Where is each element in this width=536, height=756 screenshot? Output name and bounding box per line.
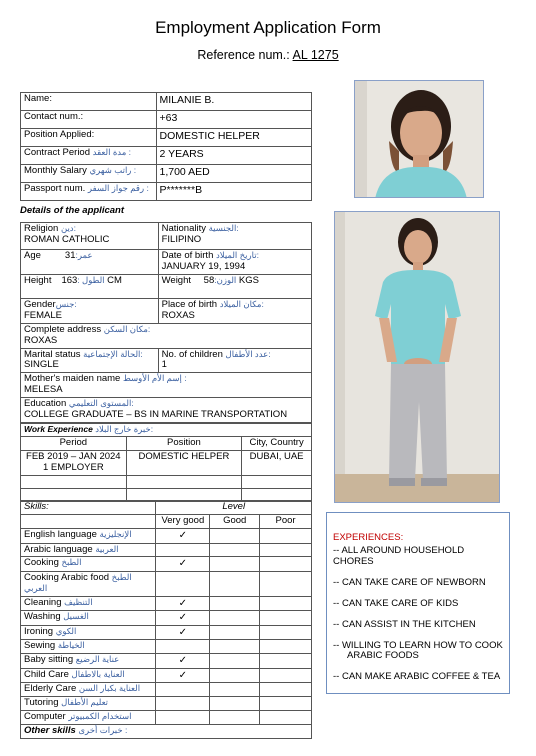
reference-value: AL 1275 — [292, 48, 339, 62]
skill-name: Ironing الكوي — [21, 625, 156, 640]
check-mark-icon: ✓ — [156, 557, 210, 572]
skill-level-cell — [210, 640, 260, 654]
skill-level-cell — [260, 596, 312, 611]
skill-level-cell — [156, 640, 210, 654]
skill-name: Cooking Arabic food الطبخ العربي — [21, 571, 156, 596]
skill-level-cell — [260, 625, 312, 640]
height-cell: Height الطول :163 CM — [21, 274, 159, 298]
pob-cell: Place of birth مكان الميلاد: ROXAS — [158, 298, 311, 323]
headshot-image — [355, 81, 484, 198]
skill-name: Washing الغسيل — [21, 611, 156, 626]
gender-value: FEMALE — [24, 309, 63, 321]
experience-item: -- CAN TAKE CARE OF KIDS — [333, 597, 459, 609]
nationality-cell: Nationality الجنسية: FILIPINO — [158, 223, 311, 250]
experiences-box — [326, 512, 510, 694]
skill-level-cell — [210, 697, 260, 711]
info-label: Monthly Salary راتب شهري : — [21, 165, 157, 183]
info-row — [21, 183, 312, 201]
info-label: Position Applied: — [21, 129, 157, 147]
children-cell: No. of children عدد الأطفال: 1 — [158, 348, 311, 373]
skill-level-cell — [210, 571, 260, 596]
info-label: Passport num. رقم جواز السفر : — [21, 183, 157, 201]
skills-table — [20, 500, 312, 739]
info-value: +63 — [156, 111, 312, 129]
info-label: Name: — [21, 93, 157, 111]
skill-level-cell — [260, 571, 312, 596]
address-value: ROXAS — [24, 334, 58, 346]
skill-level-cell — [260, 543, 312, 557]
skill-level-cell — [260, 529, 312, 544]
info-value: 1,700 AED — [156, 165, 312, 183]
skill-level-header: Very good — [156, 515, 210, 529]
address-cell: Complete address مكان السكن: ROXAS — [21, 323, 312, 348]
skill-row — [21, 529, 312, 544]
check-mark-icon: ✓ — [156, 654, 210, 669]
skill-level-header: Poor — [260, 515, 312, 529]
age-cell: Age عمر:31 — [21, 250, 159, 275]
experience-item: -- WILLING TO LEARN HOW TO COOK — [333, 639, 503, 651]
info-value: MILANIE B. — [156, 93, 312, 111]
experience-item: -- CAN TAKE CARE OF NEWBORN — [333, 576, 486, 588]
mother-value: MELESA — [24, 384, 63, 396]
skill-row — [21, 711, 312, 725]
skill-row — [21, 571, 312, 596]
experience-item: -- ALL AROUND HOUSEHOLD CHORES — [333, 544, 465, 567]
info-label: Contact num.: — [21, 111, 157, 129]
skill-row — [21, 683, 312, 697]
skill-level-cell — [260, 683, 312, 697]
skill-level-cell — [156, 571, 210, 596]
skill-level-cell — [260, 711, 312, 725]
skill-name: Baby sitting عناية الرضيع — [21, 654, 156, 669]
skill-level-cell — [156, 683, 210, 697]
work-experience-table — [20, 423, 312, 502]
mother-cell: Mother's maiden name إسم الأم الأوسط : MELESA — [21, 373, 312, 398]
info-label: Contract Period مدة العقد : — [21, 147, 157, 165]
skill-level-cell — [210, 596, 260, 611]
work-position: DOMESTIC HELPER — [126, 450, 242, 475]
info-row — [21, 93, 312, 111]
skill-row — [21, 543, 312, 557]
height-value: 163 CM — [61, 274, 122, 286]
skill-level-cell — [156, 543, 210, 557]
details-heading: Details of the applicant — [20, 205, 124, 216]
skill-level-cell — [210, 711, 260, 725]
skill-name: Child Care العناية بالاطفال — [21, 668, 156, 683]
skill-name: Tutoring تعليم الأطفال — [21, 697, 156, 711]
check-mark-icon: ✓ — [156, 668, 210, 683]
weight-cell: Weight الوزن:58 KGS — [158, 274, 311, 298]
skill-level-cell — [210, 557, 260, 572]
skill-level-cell — [260, 697, 312, 711]
skill-row — [21, 625, 312, 640]
gender-cell: Genderجنس: FEMALE — [21, 298, 159, 323]
experience-item: -- CAN ASSIST IN THE KITCHEN — [333, 618, 476, 630]
check-mark-icon: ✓ — [156, 529, 210, 544]
skill-name: Cooking الطبخ — [21, 557, 156, 572]
skill-row — [21, 697, 312, 711]
reference-number — [0, 48, 536, 62]
info-row — [21, 147, 312, 165]
check-mark-icon: ✓ — [156, 596, 210, 611]
info-value: P*******B — [156, 183, 312, 201]
info-value: 2 YEARS — [156, 147, 312, 165]
work-column-header: Period — [21, 437, 127, 451]
check-mark-icon: ✓ — [156, 611, 210, 626]
skill-name: English language الإنجليزية — [21, 529, 156, 544]
skill-name: Cleaning التنظيف — [21, 596, 156, 611]
age-value: 31 — [64, 250, 76, 261]
education-value: COLLEGE GRADUATE – BS IN MARINE TRANSPORTATION — [24, 409, 288, 421]
skill-name: Computer استخدام الكمبيوتر — [21, 711, 156, 725]
skill-level-header: Good — [210, 515, 260, 529]
experience-item-continued: ARABIC FOODS — [347, 650, 419, 662]
skills-heading: Skills: — [21, 501, 156, 515]
nationality-value: FILIPINO — [161, 233, 202, 245]
skill-level-cell — [260, 557, 312, 572]
applicant-details-table — [20, 222, 312, 423]
skill-level-cell — [260, 668, 312, 683]
other-skills-cell: Other skills خبرات أخرى : — [21, 724, 312, 738]
headshot-photo — [354, 80, 484, 198]
work-column-header: City, Country — [242, 437, 312, 451]
marital-value: SINGLE — [24, 359, 59, 371]
skill-name: Sewing الخياطة — [21, 640, 156, 654]
work-city: DUBAI, UAE — [242, 450, 312, 475]
skill-level-cell — [210, 611, 260, 626]
religion-value: ROMAN CATHOLIC — [24, 233, 110, 245]
skill-row — [21, 668, 312, 683]
religion-cell: Religion دين: ROMAN CATHOLIC — [21, 223, 159, 250]
skill-level-cell — [210, 668, 260, 683]
experience-item: -- CAN MAKE ARABIC COFFEE & TEA — [333, 671, 501, 683]
work-period: FEB 2019 – JAN 2024 1 EMPLOYER — [21, 450, 127, 475]
skill-level-cell — [156, 697, 210, 711]
skill-level-cell — [210, 654, 260, 669]
full-body-photo — [334, 211, 500, 503]
personal-info-table — [20, 92, 312, 201]
marital-cell: Marital status الحالة الإجتماعية: SINGLE — [21, 348, 159, 373]
dob-cell: Date of birth تاريخ الميلاد: JANUARY 19, 1994 — [158, 250, 311, 275]
experiences-heading: EXPERIENCES: — [333, 532, 404, 543]
skill-row — [21, 596, 312, 611]
skill-row — [21, 654, 312, 669]
info-row — [21, 165, 312, 183]
form-title: Employment Application Form — [155, 18, 381, 37]
skill-row — [21, 611, 312, 626]
info-row — [21, 111, 312, 129]
skill-level-cell — [210, 543, 260, 557]
skill-name: Arabic language العربية — [21, 543, 156, 557]
skill-level-cell — [156, 711, 210, 725]
skill-level-cell — [210, 529, 260, 544]
pob-value: ROXAS — [161, 309, 195, 321]
skill-level-cell — [210, 625, 260, 640]
skill-level-cell — [260, 640, 312, 654]
children-value: 1 — [161, 359, 167, 371]
skill-level-cell — [260, 611, 312, 626]
full-body-image — [335, 212, 500, 503]
skill-row — [21, 557, 312, 572]
check-mark-icon: ✓ — [156, 625, 210, 640]
work-row — [21, 450, 312, 475]
info-value: DOMESTIC HELPER — [156, 129, 312, 147]
skill-level-cell — [210, 683, 260, 697]
education-cell: Education المستوى التعليمي: COLLEGE GRADUATE – BS IN MARINE TRANSPORTATION — [21, 398, 312, 423]
skill-row — [21, 640, 312, 654]
work-column-header: Position — [126, 437, 242, 451]
level-heading: Level — [156, 501, 312, 515]
dob-value: JANUARY 19, 1994 — [161, 260, 246, 272]
work-heading: Work Experience خبرة خارج البلاد: — [21, 424, 312, 437]
info-row — [21, 129, 312, 147]
weight-value: 58 KGS — [203, 274, 259, 286]
skill-level-cell — [260, 654, 312, 669]
reference-label: Reference num.: — [197, 48, 293, 62]
skill-name: Elderly Care العناية بكبار السن — [21, 683, 156, 697]
